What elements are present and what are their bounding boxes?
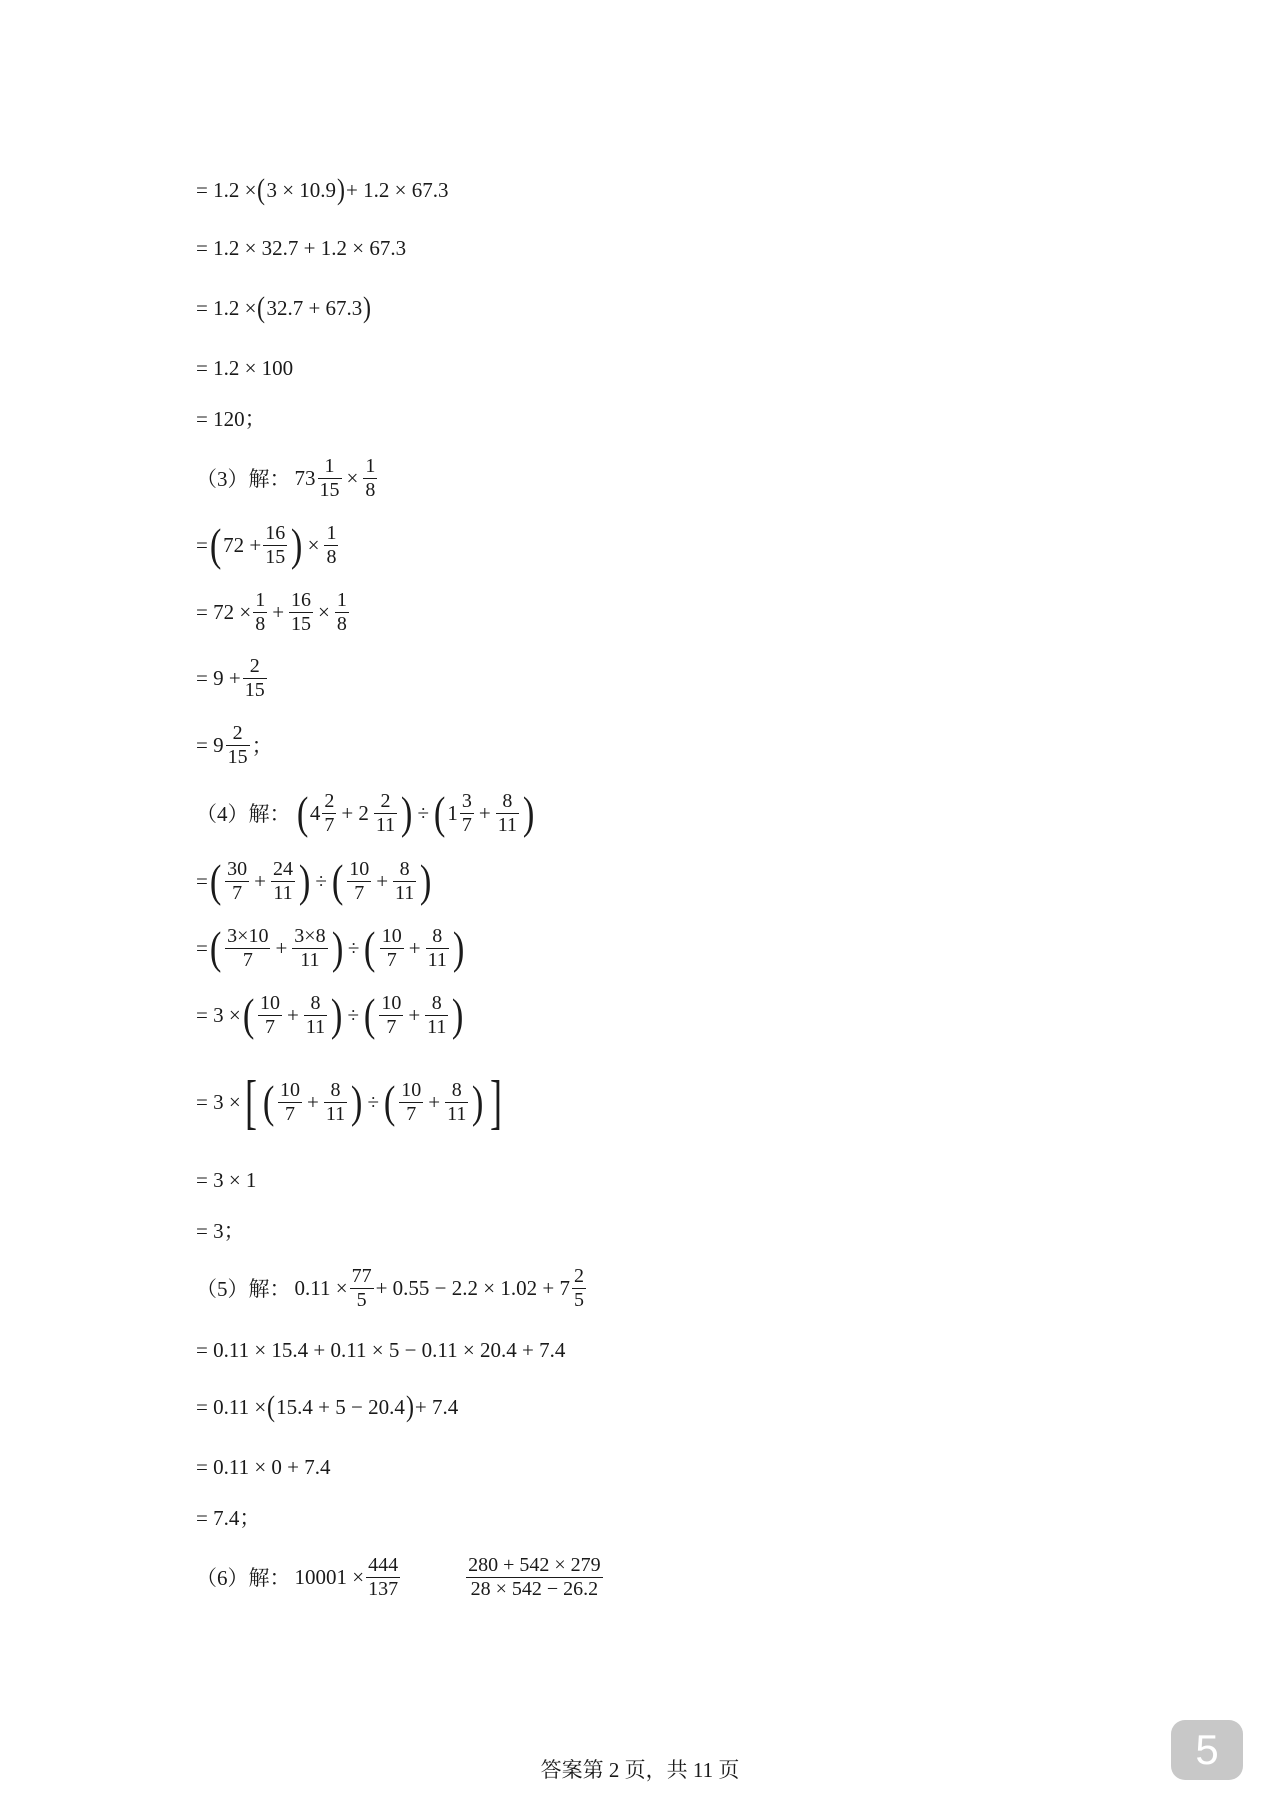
operator: + (428, 1089, 441, 1114)
fraction (253, 589, 267, 636)
left-paren: ( (209, 519, 222, 570)
denominator: 11 (375, 813, 396, 836)
right-paren: ) (351, 1076, 363, 1127)
equals: = (196, 935, 208, 960)
expr: = 3 × (196, 1002, 241, 1027)
left-paren: ( (364, 922, 376, 973)
eq-line (196, 1487, 260, 1547)
fraction (263, 522, 287, 569)
numerator: 280 + 542 × 279 (468, 1553, 601, 1576)
eq-line (196, 218, 406, 278)
expr: = 72 × (196, 599, 252, 624)
fraction (271, 858, 295, 905)
expr: = 1.2 × (196, 177, 257, 202)
fraction (304, 992, 327, 1039)
expr: ； (251, 734, 273, 758)
operator: ÷ (347, 1002, 359, 1027)
numerator: 3×10 (227, 924, 269, 947)
numerator: 10 (280, 1078, 300, 1101)
fraction (426, 925, 449, 972)
numerator: 2 (232, 721, 243, 744)
denominator: 5 (356, 1288, 367, 1311)
denominator: 11 (300, 948, 320, 971)
expr: + 2 (341, 800, 369, 825)
fraction (393, 858, 416, 905)
operator: + (272, 599, 285, 624)
eq-line (196, 160, 448, 220)
expr: = 3 × 1 (196, 1167, 257, 1192)
numerator: 3 (461, 789, 472, 812)
expr: = 9 (196, 732, 224, 757)
equals: = (196, 868, 208, 893)
denominator: 15 (265, 545, 286, 568)
fraction (380, 925, 404, 972)
denominator: 137 (368, 1577, 399, 1600)
expr: + 0.55 − 2.2 × 1.02 + 7 (375, 1275, 570, 1300)
numerator: 8 (330, 1078, 341, 1101)
problem-3-line (196, 448, 379, 508)
denominator: 15 (319, 478, 340, 501)
numerator: 10 (349, 857, 370, 880)
numerator: 16 (291, 588, 312, 611)
expr: 0.11 × (294, 1275, 348, 1300)
numerator: 1 (255, 588, 266, 611)
right-paren: ) (522, 787, 535, 838)
fraction (335, 589, 349, 636)
expr: = 7.4； (196, 1506, 261, 1530)
fraction (460, 790, 474, 837)
page-footer: 答案第 2 页，共 11 页 (540, 1758, 740, 1782)
operator: + (287, 1002, 299, 1027)
operator: × (318, 599, 330, 624)
eq-line (196, 515, 340, 575)
right-paren: ) (331, 989, 343, 1040)
right-paren: ) (337, 173, 346, 206)
fraction (379, 992, 403, 1039)
fraction (318, 455, 342, 502)
expr: + 7.4 (414, 1394, 459, 1419)
fraction (289, 589, 313, 636)
numerator: 8 (399, 857, 410, 880)
problem-label: （5）解： (196, 1277, 291, 1301)
fraction (258, 992, 282, 1039)
fraction (324, 522, 338, 569)
fraction (466, 1554, 603, 1601)
expr: = 120； (196, 407, 266, 431)
numerator: 444 (368, 1553, 399, 1576)
numerator: 8 (451, 1078, 462, 1101)
expr: 32.7 + 67.3 (266, 295, 363, 320)
fraction (347, 858, 371, 905)
fraction (363, 455, 377, 502)
left-paren: ( (209, 855, 222, 906)
right-paren: ) (420, 855, 432, 906)
fraction (350, 1265, 374, 1312)
expr: = 1.2 × 32.7 + 1.2 × 67.3 (196, 235, 407, 260)
left-paren: ( (262, 1076, 275, 1127)
expr: = 0.11 × 0 + 7.4 (196, 1454, 331, 1479)
numerator: 2 (573, 1264, 584, 1287)
denominator: 15 (227, 745, 248, 768)
denominator: 8 (326, 545, 337, 568)
eq-line (196, 648, 269, 708)
denominator: 11 (305, 1015, 326, 1038)
expr: = 1.2 × 100 (196, 355, 294, 380)
eq-line (196, 1200, 245, 1260)
right-paren: ) (291, 519, 303, 570)
eq-line (196, 918, 466, 978)
denominator: 11 (273, 881, 293, 904)
left-paren: ( (363, 989, 376, 1040)
eq-line (196, 715, 273, 775)
fraction (366, 1554, 400, 1601)
denominator: 7 (354, 881, 365, 904)
fraction (292, 925, 327, 972)
numerator: 1 (326, 521, 337, 544)
eq-line (196, 388, 266, 448)
denominator: 7 (232, 881, 243, 904)
right-paren: ) (405, 1390, 414, 1423)
fraction (496, 790, 519, 837)
denominator: 7 (461, 813, 472, 836)
expr: 10001 × (294, 1564, 365, 1589)
numerator: 8 (502, 789, 513, 812)
operator: ÷ (417, 800, 430, 825)
eq-line (196, 851, 434, 911)
left-paren: ( (383, 1076, 396, 1127)
right-paren: ) (298, 855, 311, 906)
numerator: 2 (324, 789, 335, 812)
numerator: 77 (351, 1264, 372, 1287)
right-paren: ) (452, 922, 465, 973)
numerator: 8 (432, 924, 443, 947)
fraction (374, 790, 397, 837)
problem-6-line (196, 1547, 605, 1607)
numerator: 30 (227, 857, 248, 880)
eq-line (196, 1320, 565, 1380)
expr: = 9 + (196, 665, 241, 690)
denominator: 11 (497, 813, 517, 836)
numerator: 8 (310, 991, 321, 1014)
numerator: 10 (381, 991, 402, 1014)
denominator: 5 (573, 1288, 584, 1311)
numerator: 16 (265, 521, 286, 544)
denominator: 28 × 542 − 26.2 (470, 1577, 599, 1600)
operator: ÷ (367, 1089, 379, 1114)
numerator: 2 (249, 654, 260, 677)
denominator: 11 (395, 881, 415, 904)
left-paren: ( (331, 855, 344, 906)
expr: = 0.11 × (196, 1394, 267, 1419)
denominator: 7 (386, 948, 397, 971)
whole-number: 1 (447, 800, 458, 825)
denominator: 7 (324, 813, 335, 836)
eq-line (196, 278, 372, 338)
left-paren: ( (296, 787, 308, 838)
denominator: 8 (255, 612, 266, 635)
operator: + (275, 935, 288, 960)
expr: = 3 × (196, 1089, 241, 1114)
left-paren: ( (257, 291, 266, 324)
operator: + (408, 1002, 421, 1027)
fraction (243, 655, 267, 702)
fraction (225, 858, 249, 905)
denominator: 7 (242, 948, 253, 971)
numerator: 10 (260, 991, 281, 1014)
fraction (425, 992, 448, 1039)
operator: ÷ (315, 868, 327, 893)
right-paren: ) (472, 1076, 484, 1127)
whole-number: 4 (309, 800, 321, 825)
right-bracket: ] (489, 1069, 502, 1135)
operator: + (376, 868, 389, 893)
operator: + (478, 800, 491, 825)
expr: = 0.11 × 15.4 + 0.11 × 5 − 0.11 × 20.4 + 7.4 (196, 1337, 566, 1362)
problem-label: （6）解： (196, 1566, 291, 1590)
problem-label: （4）解： (196, 802, 291, 826)
denominator: 11 (427, 948, 447, 971)
fraction (322, 790, 336, 837)
fraction (399, 1079, 423, 1126)
eq-line (196, 1377, 458, 1437)
numerator: 10 (401, 1078, 422, 1101)
page-number-badge: 5 (1171, 1720, 1243, 1780)
operator: + (408, 935, 421, 960)
expr: = 1.2 × (196, 295, 257, 320)
numerator: 10 (381, 924, 402, 947)
expr: 72 + (223, 532, 262, 557)
eq-line (196, 985, 466, 1045)
equals: = (196, 532, 208, 557)
numerator: 8 (431, 991, 442, 1014)
numerator: 1 (324, 454, 335, 477)
left-paren: ( (257, 173, 266, 206)
numerator: 1 (336, 588, 347, 611)
right-paren: ) (363, 291, 372, 324)
fraction (324, 1079, 347, 1126)
denominator: 7 (265, 1015, 276, 1038)
eq-line (196, 582, 351, 642)
fraction (225, 925, 270, 972)
problem-5-line (196, 1258, 588, 1318)
expr: = 3； (196, 1219, 245, 1243)
whole-number: 73 (294, 465, 316, 490)
denominator: 11 (325, 1102, 346, 1125)
denominator: 7 (406, 1102, 417, 1125)
numerator: 24 (273, 857, 294, 880)
left-paren: ( (242, 989, 255, 1040)
expr: 3 × 10.9 (266, 177, 337, 202)
fraction (278, 1079, 302, 1126)
denominator: 8 (365, 478, 376, 501)
eq-line (196, 1069, 506, 1135)
operator: ÷ (347, 935, 360, 960)
denominator: 11 (447, 1102, 467, 1125)
denominator: 7 (386, 1015, 397, 1038)
numerator: 1 (365, 454, 376, 477)
numerator: 3×8 (294, 924, 326, 947)
operator: × (346, 465, 359, 490)
operator: + (254, 868, 267, 893)
left-bracket: [ (244, 1069, 257, 1135)
left-paren: ( (433, 787, 446, 838)
denominator: 8 (336, 612, 347, 635)
problem-4-line (196, 783, 536, 843)
denominator: 11 (427, 1015, 447, 1038)
expr: + 1.2 × 67.3 (346, 177, 449, 202)
left-paren: ( (267, 1390, 276, 1423)
fraction (226, 722, 250, 769)
right-paren: ) (401, 787, 413, 838)
numerator: 2 (380, 789, 391, 812)
expr: 15.4 + 5 − 20.4 (276, 1394, 405, 1419)
fraction (445, 1079, 468, 1126)
operator: × (307, 532, 320, 557)
fraction (572, 1265, 586, 1312)
operator: + (307, 1089, 319, 1114)
denominator: 15 (291, 612, 312, 635)
denominator: 7 (285, 1102, 295, 1125)
right-paren: ) (452, 989, 464, 1040)
problem-label: （3）解： (196, 467, 291, 491)
right-paren: ) (331, 922, 343, 973)
denominator: 15 (244, 678, 265, 701)
left-paren: ( (209, 922, 222, 973)
